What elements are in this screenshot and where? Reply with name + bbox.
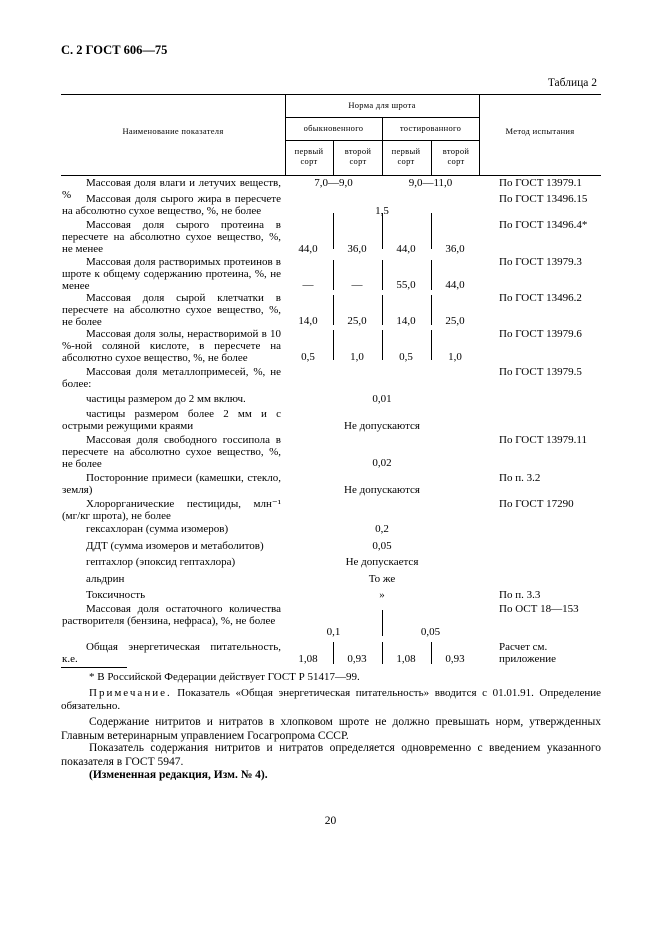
method-cell: По ГОСТ 13979.1 xyxy=(499,177,582,189)
table-row-label: частицы размером более 2 мм и с острыми режущими краями xyxy=(62,408,281,432)
table-cell: 0,05 xyxy=(420,626,441,638)
body-rule xyxy=(382,260,383,290)
table-cell: 0,93 xyxy=(347,653,367,665)
method-cell: По ГОСТ 13979.3 xyxy=(499,256,582,268)
table-row-label: Массовая доля свободного госсипола в пересчете на абсолютно сухое вещество, %, не более xyxy=(62,434,281,470)
table-row-label: Массовая доля остаточного количества растворителя (бензина, нефраса), %, не более xyxy=(62,603,281,627)
method-cell: По ГОСТ 17290 xyxy=(499,498,574,510)
table-cell: — xyxy=(302,279,314,291)
table-cell: 44,0 xyxy=(396,243,416,255)
table-cell: 36,0 xyxy=(445,243,465,255)
method-cell: По ГОСТ 13979.5 xyxy=(499,366,582,378)
table-cell: 0,05 xyxy=(372,540,392,552)
page-header: С. 2 ГОСТ 606—75 xyxy=(61,43,168,57)
table-row-label: Массовая доля сырой клетчатки в пересчете на абсолютно сухое вещество, %, не более xyxy=(62,292,281,328)
table-cell: То же xyxy=(368,573,396,585)
page-number: 20 xyxy=(324,815,337,827)
col-header-ordinary: обыкновенного xyxy=(303,123,364,133)
table-cell: 14,0 xyxy=(298,315,318,327)
method-cell: По ГОСТ 13496.4* xyxy=(499,219,588,231)
method-cell: По ГОСТ 13979.11 xyxy=(499,434,588,446)
table-cell: » xyxy=(379,589,385,601)
table-row-label: Хлорорганические пестициды, млн⁻¹ (мг/кг шрота), не более xyxy=(62,498,281,522)
col-divider-toast-grades xyxy=(431,140,432,175)
table-cell: 1,08 xyxy=(298,653,318,665)
method-cell: По ГОСТ 13979.6 xyxy=(499,328,582,340)
table-row-label: гексахлоран (сумма изомеров) xyxy=(86,523,229,535)
body-rule xyxy=(431,642,432,664)
table-row-label: Массовая доля сырого протеина в пересчете на абсолютно сухое вещество, %, не менее xyxy=(62,219,281,255)
table-cell: 1,5 xyxy=(375,205,389,217)
table-cell: 1,0 xyxy=(350,351,364,363)
body-rule xyxy=(431,260,432,290)
body-rule xyxy=(333,295,334,325)
col-header-grade2-ord: второй сорт xyxy=(344,146,372,166)
body-rule xyxy=(333,260,334,290)
table-cell: 25,0 xyxy=(445,315,465,327)
note-text: Показатель «Общая энергетическая питательность» вводится с 01.01.91. Определение обязательно. xyxy=(61,687,601,712)
table-cell: 0,93 xyxy=(445,653,465,665)
table-cell: 0,01 xyxy=(372,393,392,405)
body-rule xyxy=(382,213,383,249)
table-cell: 0,5 xyxy=(301,351,315,363)
method-cell: По ГОСТ 13496.2 xyxy=(499,292,582,304)
note-label: Примечание. xyxy=(89,687,172,699)
note xyxy=(61,687,601,713)
body-rule xyxy=(333,330,334,360)
body-rule xyxy=(382,642,383,664)
table-cell: 7,0—9,0 xyxy=(314,177,353,189)
method-cell: По ГОСТ 13496.15 xyxy=(499,193,588,205)
col-header-grade1-ord: первый сорт xyxy=(294,146,324,166)
table-row-label: ДДТ (сумма изомеров и метаболитов) xyxy=(86,540,264,552)
table-label: Таблица 2 xyxy=(547,77,597,89)
table-cell: 9,0—11,0 xyxy=(408,177,453,189)
table-cell: 0,1 xyxy=(326,626,341,638)
table-row-label: Массовая доля растворимых протеинов в шроте к общему содержанию протеина, %, не менее xyxy=(62,256,281,292)
col-header-method: Метод испытания xyxy=(505,126,575,136)
table-cell: 1,0 xyxy=(448,351,462,363)
col-divider-ord-grades xyxy=(333,140,334,175)
table-cell: 14,0 xyxy=(396,315,416,327)
footnote-rule xyxy=(61,667,127,668)
body-rule xyxy=(431,330,432,360)
method-cell: По п. 3.3 xyxy=(499,589,541,601)
table-cell: 44,0 xyxy=(298,243,318,255)
body-rule xyxy=(431,295,432,325)
table-cell: Не допускаются xyxy=(344,484,420,496)
body-rule xyxy=(333,213,334,249)
edit-note: (Измененная редакция, Изм. № 4). xyxy=(89,769,268,781)
table-cell: 0,5 xyxy=(399,351,413,363)
table-header-bottom-rule xyxy=(61,175,601,176)
table-cell: 0,02 xyxy=(372,457,392,469)
table-row-label: Токсичность xyxy=(86,589,146,601)
table-cell: 25,0 xyxy=(347,315,367,327)
table-top-rule xyxy=(61,94,601,95)
table-row-label: Массовая доля золы, нерастворимой в 10 %-ной соляной кислоте, в пересчете на абсолютно сухое вещество, %, не более xyxy=(62,328,281,364)
col-header-grade2-toast: второй сорт xyxy=(442,146,470,166)
table-row-label: Массовая доля сырого жира в пересчете на абсолютно сухое вещество, %, не более xyxy=(62,193,281,217)
col-header-norm: Норма для шрота xyxy=(348,100,416,110)
table-cell: Не допускается xyxy=(345,556,419,568)
table-cell: 0,2 xyxy=(375,523,389,535)
method-cell: Расчет см. приложение xyxy=(499,641,556,665)
table-row-label: Общая энергетическая питательность, к.е. xyxy=(62,641,281,665)
table-cell: 44,0 xyxy=(445,279,465,291)
body-rule xyxy=(382,295,383,325)
method-cell: По ОСТ 18—153 xyxy=(499,603,579,615)
paragraph-nitrites-norm: Содержание нитритов и нитратов в хлопковом шроте не должно превышать норм, утвержденных Главным ветеринарным управлением Госагропрома СССР. xyxy=(61,716,601,742)
footnote: * В Российской Федерации действует ГОСТ Р 51417—99. xyxy=(89,671,360,683)
body-rule xyxy=(382,330,383,360)
table-row-label: Посторонние примеси (камешки, стекло, земля) xyxy=(62,472,281,496)
table-cell: 1,08 xyxy=(396,653,416,665)
table-row-label: Массовая доля влаги и летучих веществ, % xyxy=(62,177,281,201)
body-rule xyxy=(333,642,334,664)
col-header-grade1-toast: первый сорт xyxy=(391,146,421,166)
table-row-label: гептахлор (эпоксид гептахлора) xyxy=(86,556,236,568)
table-row-label: альдрин xyxy=(86,573,125,585)
method-cell: По п. 3.2 xyxy=(499,472,541,484)
col-header-toasted: тостированного xyxy=(399,123,462,133)
col-header-indicator: Наименование показателя xyxy=(122,126,224,136)
table-row-label: Массовая доля металлопримесей, %, не более: xyxy=(62,366,281,390)
paragraph-nitrites-method: Показатель содержания нитритов и нитратов определяется одновременно с введением указанного показателя в ГОСТ 5947. xyxy=(61,742,601,768)
table-cell: — xyxy=(351,279,363,291)
table-cell: 55,0 xyxy=(396,279,416,291)
table-cell: Не допускаются xyxy=(344,420,420,432)
body-rule xyxy=(431,213,432,249)
table-row-label: частицы размером до 2 мм включ. xyxy=(86,393,246,405)
table-cell: 36,0 xyxy=(347,243,367,255)
